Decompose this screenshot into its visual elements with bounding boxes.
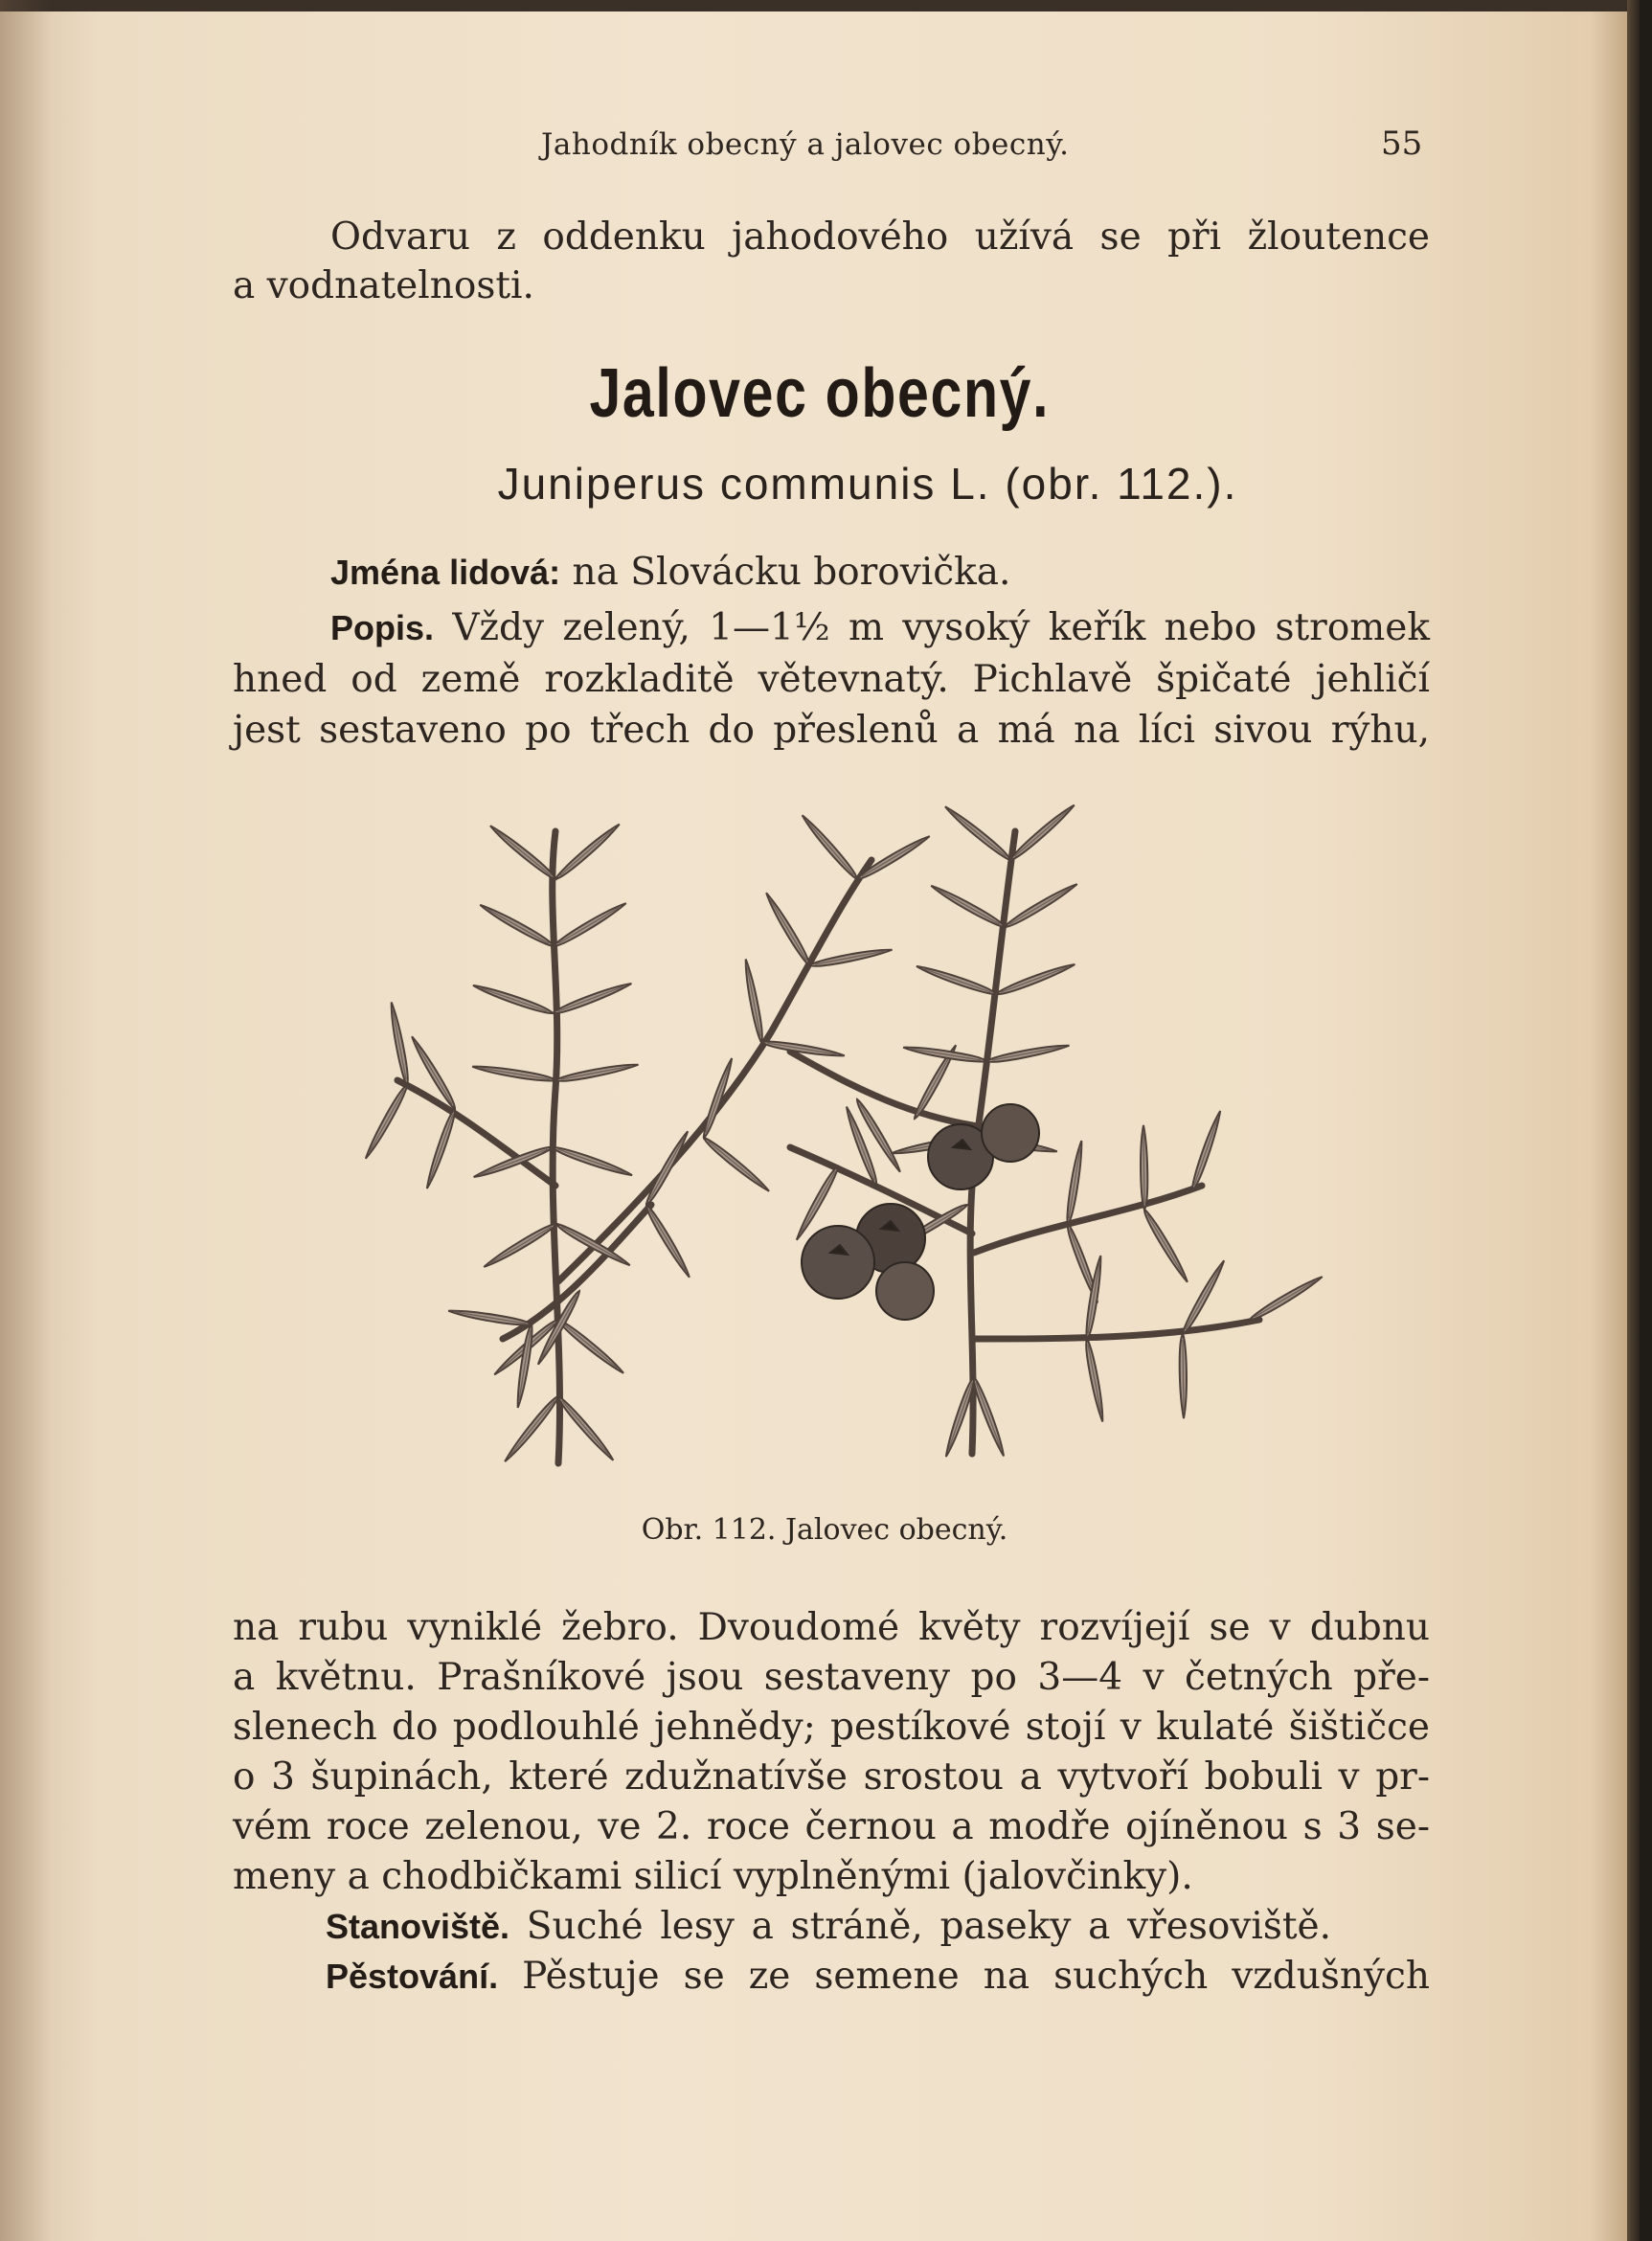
page-number: 55 <box>1381 124 1423 163</box>
figure-caption: Obr. 112. Jalovec obecný. <box>641 1513 1008 1547</box>
continuation-line-2: a květnu. Prašníkové jsou sestaveny po 3—4 v četných pře- <box>233 1656 1430 1699</box>
running-head: Jahodník obecný a jalovec obecný. <box>541 127 1070 162</box>
cultivation <box>326 1952 1430 2001</box>
latin-name: Juniperus communis L. (obr. 112.). <box>497 459 1238 509</box>
description-line-1-text: Vždy zelený, 1—1½ m vysoký keřík nebo stromek <box>452 606 1430 649</box>
intro-line-2: a vodnatelnosti. <box>233 264 534 307</box>
continuation-line-1: na rubu vyniklé žebro. Dvoudomé květy rozvíjejí se v dubnu <box>233 1606 1430 1649</box>
continuation-line-3: slenech do podlouhlé jehnědy; pestíkové stojí v kulaté šištičce <box>233 1706 1430 1749</box>
intro-line-1: Odvaru z oddenku jahodového užívá se při žloutence <box>330 215 1430 259</box>
page-gutter-shadow <box>0 0 52 2241</box>
cultivation-text: Pěstuje se ze semene na suchých vzdušných <box>522 1955 1430 1998</box>
juniper-illustration <box>340 803 1331 1502</box>
habitat <box>326 1902 1331 1951</box>
continuation-line-4: o 3 šupinách, které zdužnatívše srostou a vytvoří bobuli v pr- <box>233 1755 1430 1799</box>
article-title: Jalovec obecný. <box>589 355 1051 432</box>
folk-names-text: na Slovácku borovička. <box>572 551 1011 594</box>
folk-names <box>330 548 1432 597</box>
description-line-2: hned od země rozkladitě větevnatý. Pichlavě špičaté jehličí <box>233 658 1430 701</box>
juniper-berries <box>802 1104 1039 1320</box>
continuation-line-6: meny a chodbičkami silicí vyplněnými (jalovčinky). <box>233 1855 1193 1898</box>
habitat-lead: Stanoviště. <box>326 1907 510 1946</box>
folk-names-lead: Jména lidová: <box>330 553 561 592</box>
description-line-1 <box>330 603 1430 652</box>
habitat-text: Suché lesy a stráně, paseky a vřesoviště. <box>526 1905 1331 1948</box>
description-lead: Popis. <box>330 608 435 647</box>
description-line-3: jest sestaveno po třech do přeslenů a má na líci sivou rýhu, <box>233 709 1430 752</box>
cultivation-lead: Pěstování. <box>326 1957 499 1996</box>
continuation-line-5: vém roce zelenou, ve 2. roce černou a modře ojíněnou s 3 se- <box>233 1805 1430 1848</box>
page-edge <box>1627 0 1640 2241</box>
